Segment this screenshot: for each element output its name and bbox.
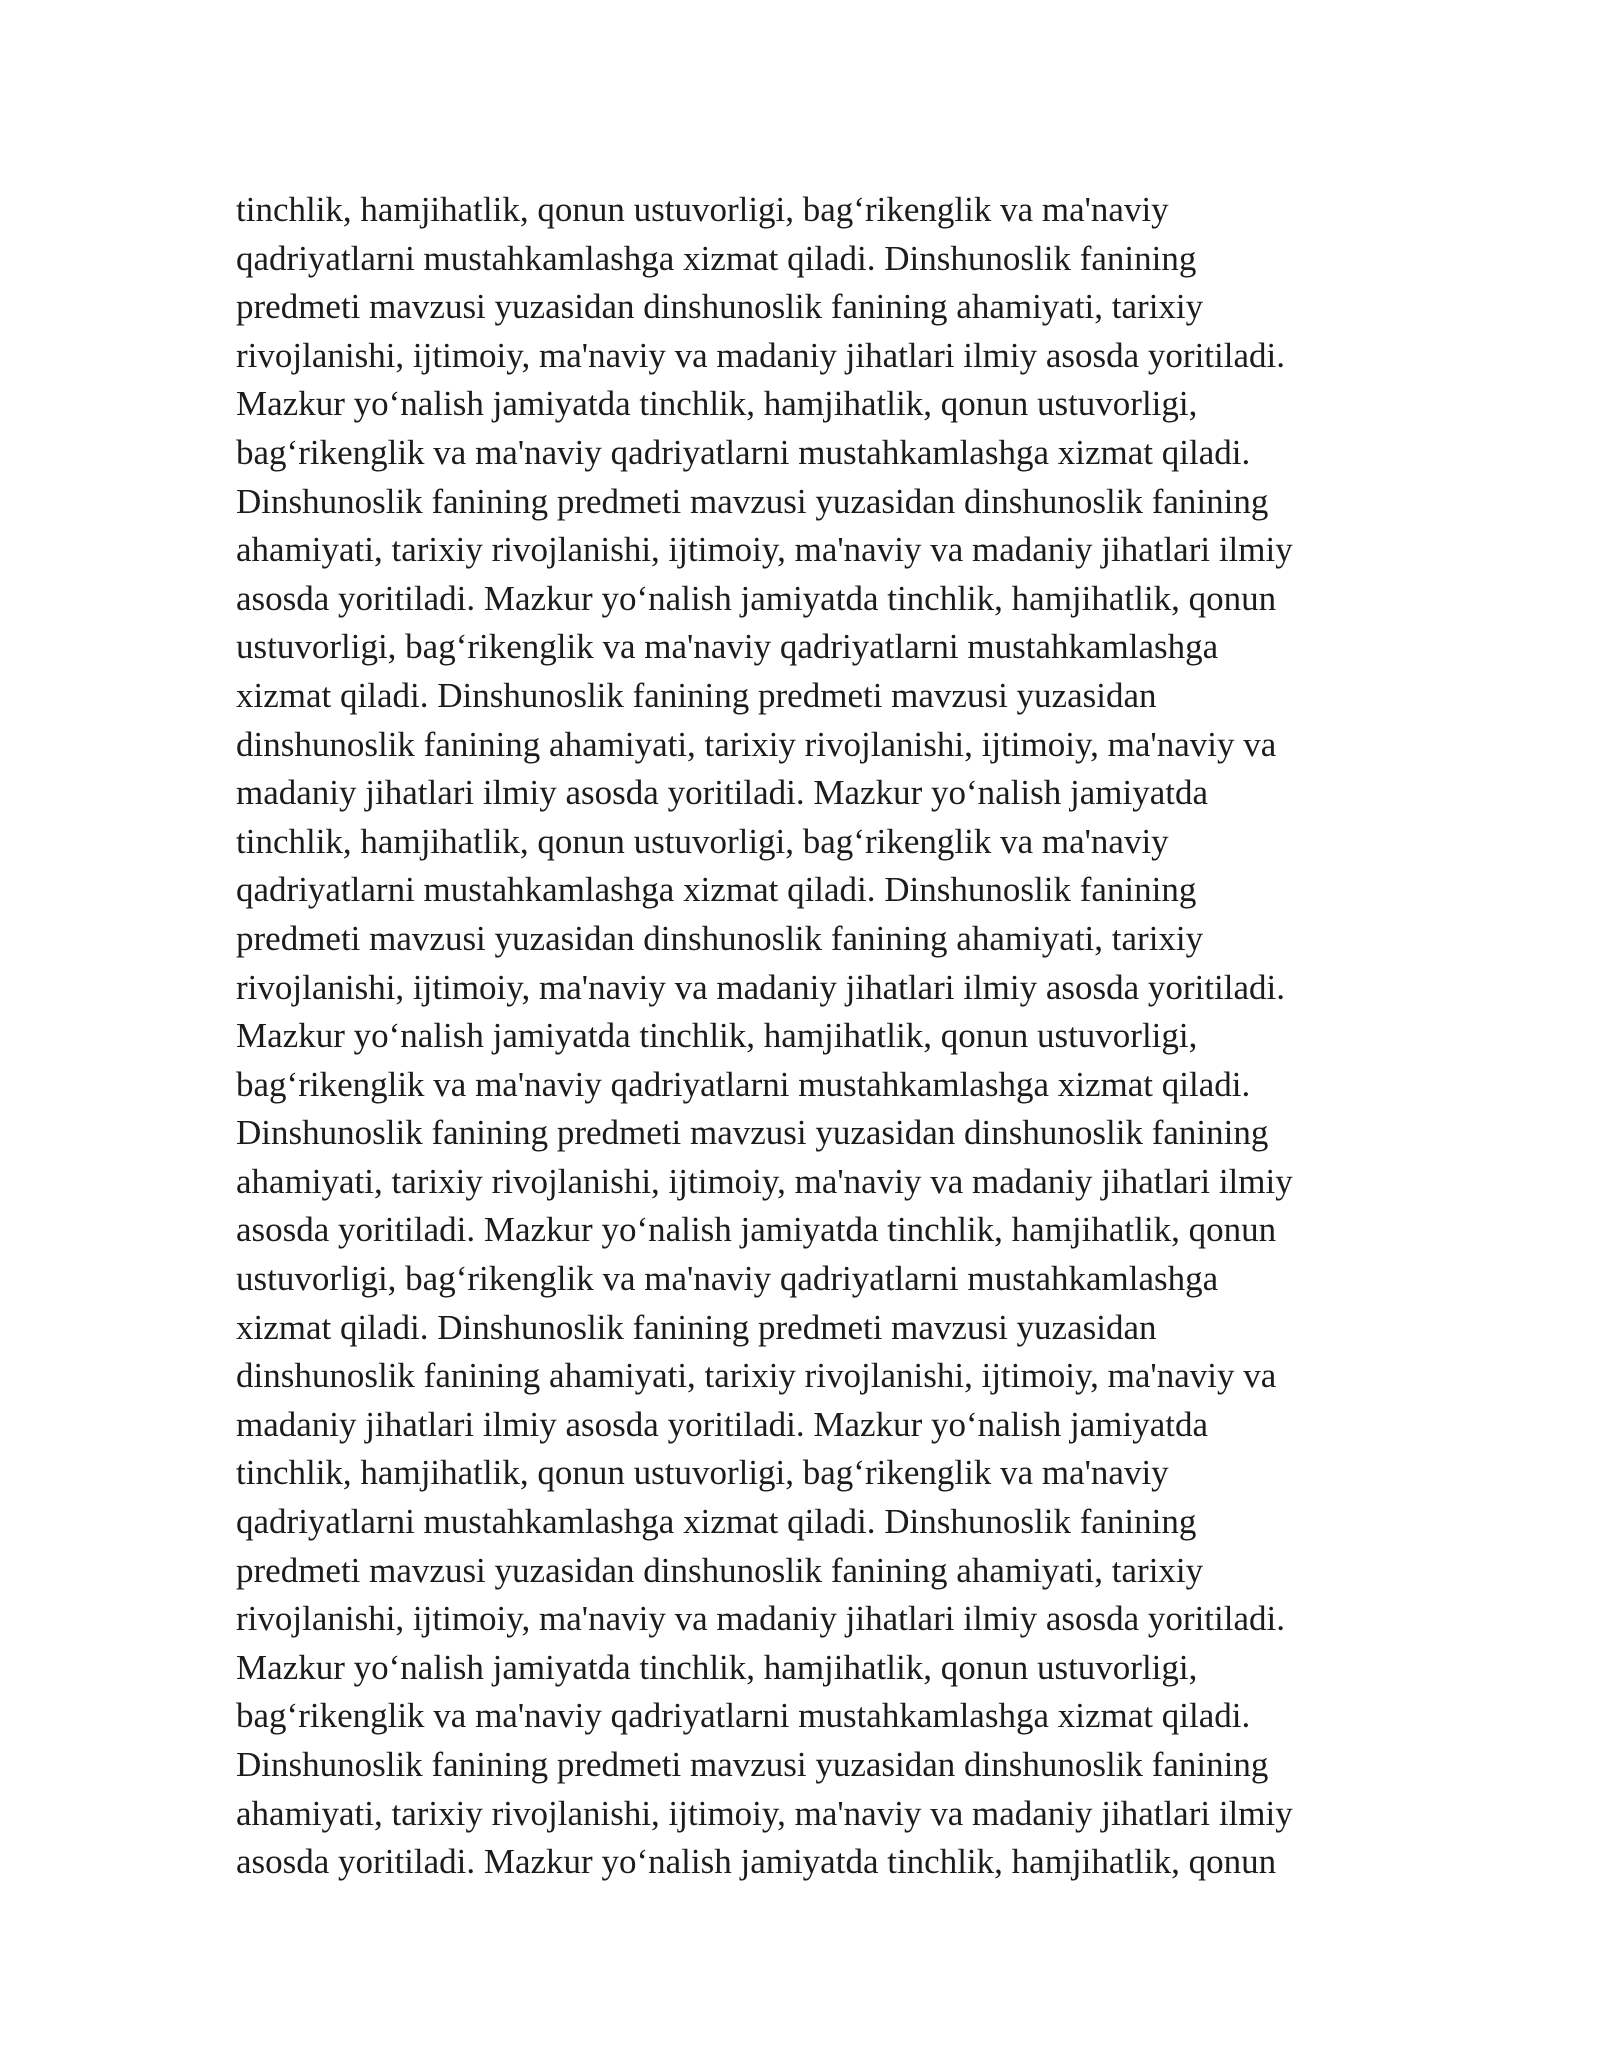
- text-line: asosda yoritiladi. Mazkur yo‘nalish jamiyatda tinchlik, hamjihatlik, qonun: [236, 578, 1277, 618]
- text-line: predmeti mavzusi yuzasidan dinshunoslik fanining ahamiyati, tarixiy: [236, 918, 1204, 958]
- text-line: tinchlik, hamjihatlik, qonun ustuvorligi, bag‘rikenglik va ma'naviy: [236, 190, 1169, 229]
- text-line: ahamiyati, tarixiy rivojlanishi, ijtimoiy, ma'naviy va madaniy jihatlari ilmiy: [236, 530, 1293, 570]
- text-line: ahamiyati, tarixiy rivojlanishi, ijtimoiy, ma'naviy va madaniy jihatlari ilmiy: [236, 1793, 1293, 1833]
- text-line: rivojlanishi, ijtimoiy, ma'naviy va madaniy jihatlari ilmiy asosda yoritiladi.: [236, 335, 1285, 375]
- text-line: Mazkur yo‘nalish jamiyatda tinchlik, hamjihatlik, qonun ustuvorligi,: [236, 1016, 1198, 1056]
- text-line: xizmat qiladi. Dinshunoslik fanining predmeti mavzusi yuzasidan: [236, 1307, 1157, 1347]
- text-line: asosda yoritiladi. Mazkur yo‘nalish jamiyatda tinchlik, hamjihatlik, qonun: [236, 1842, 1277, 1882]
- text-line: qadriyatlarni mustahkamlashga xizmat qiladi. Dinshunoslik fanining: [236, 870, 1197, 910]
- text-line: Mazkur yo‘nalish jamiyatda tinchlik, hamjihatlik, qonun ustuvorligi,: [236, 1647, 1198, 1687]
- text-line: rivojlanishi, ijtimoiy, ma'naviy va madaniy jihatlari ilmiy asosda yoritiladi.: [236, 1599, 1285, 1639]
- text-line: ustuvorligi, bag‘rikenglik va ma'naviy qadriyatlarni mustahkamlashga: [236, 627, 1219, 667]
- text-line: madaniy jihatlari ilmiy asosda yoritiladi. Mazkur yo‘nalish jamiyatda: [236, 1404, 1208, 1444]
- text-line: bag‘rikenglik va ma'naviy qadriyatlarni mustahkamlashga xizmat qiladi.: [236, 1696, 1251, 1736]
- text-line: xizmat qiladi. Dinshunoslik fanining predmeti mavzusi yuzasidan: [236, 675, 1157, 715]
- text-line: tinchlik, hamjihatlik, qonun ustuvorligi, bag‘rikenglik va ma'naviy: [236, 821, 1169, 861]
- body-text: [236, 186, 1436, 1887]
- text-line: Mazkur yo‘nalish jamiyatda tinchlik, hamjihatlik, qonun ustuvorligi,: [236, 384, 1198, 424]
- text-line: dinshunoslik fanining ahamiyati, tarixiy rivojlanishi, ijtimoiy, ma'naviy va: [236, 1356, 1277, 1396]
- text-line: dinshunoslik fanining ahamiyati, tarixiy rivojlanishi, ijtimoiy, ma'naviy va: [236, 724, 1277, 764]
- text-line: asosda yoritiladi. Mazkur yo‘nalish jamiyatda tinchlik, hamjihatlik, qonun: [236, 1210, 1277, 1250]
- text-line: tinchlik, hamjihatlik, qonun ustuvorligi, bag‘rikenglik va ma'naviy: [236, 1453, 1169, 1493]
- text-line: qadriyatlarni mustahkamlashga xizmat qiladi. Dinshunoslik fanining: [236, 238, 1197, 278]
- text-line: bag‘rikenglik va ma'naviy qadriyatlarni mustahkamlashga xizmat qiladi.: [236, 1064, 1251, 1104]
- text-line: bag‘rikenglik va ma'naviy qadriyatlarni mustahkamlashga xizmat qiladi.: [236, 432, 1251, 472]
- text-line: ustuvorligi, bag‘rikenglik va ma'naviy qadriyatlarni mustahkamlashga: [236, 1259, 1219, 1299]
- text-line: Dinshunoslik fanining predmeti mavzusi yuzasidan dinshunoslik fanining: [236, 1113, 1269, 1153]
- text-line: predmeti mavzusi yuzasidan dinshunoslik fanining ahamiyati, tarixiy: [236, 1550, 1204, 1590]
- text-line: Dinshunoslik fanining predmeti mavzusi yuzasidan dinshunoslik fanining: [236, 1745, 1269, 1784]
- text-line: rivojlanishi, ijtimoiy, ma'naviy va madaniy jihatlari ilmiy asosda yoritiladi.: [236, 967, 1285, 1007]
- text-line: Dinshunoslik fanining predmeti mavzusi yuzasidan dinshunoslik fanining: [236, 481, 1269, 521]
- text-line: madaniy jihatlari ilmiy asosda yoritiladi. Mazkur yo‘nalish jamiyatda: [236, 773, 1208, 813]
- text-line: qadriyatlarni mustahkamlashga xizmat qiladi. Dinshunoslik fanining: [236, 1502, 1197, 1542]
- text-line: ahamiyati, tarixiy rivojlanishi, ijtimoiy, ma'naviy va madaniy jihatlari ilmiy: [236, 1161, 1293, 1201]
- text-line: predmeti mavzusi yuzasidan dinshunoslik fanining ahamiyati, tarixiy: [236, 287, 1204, 327]
